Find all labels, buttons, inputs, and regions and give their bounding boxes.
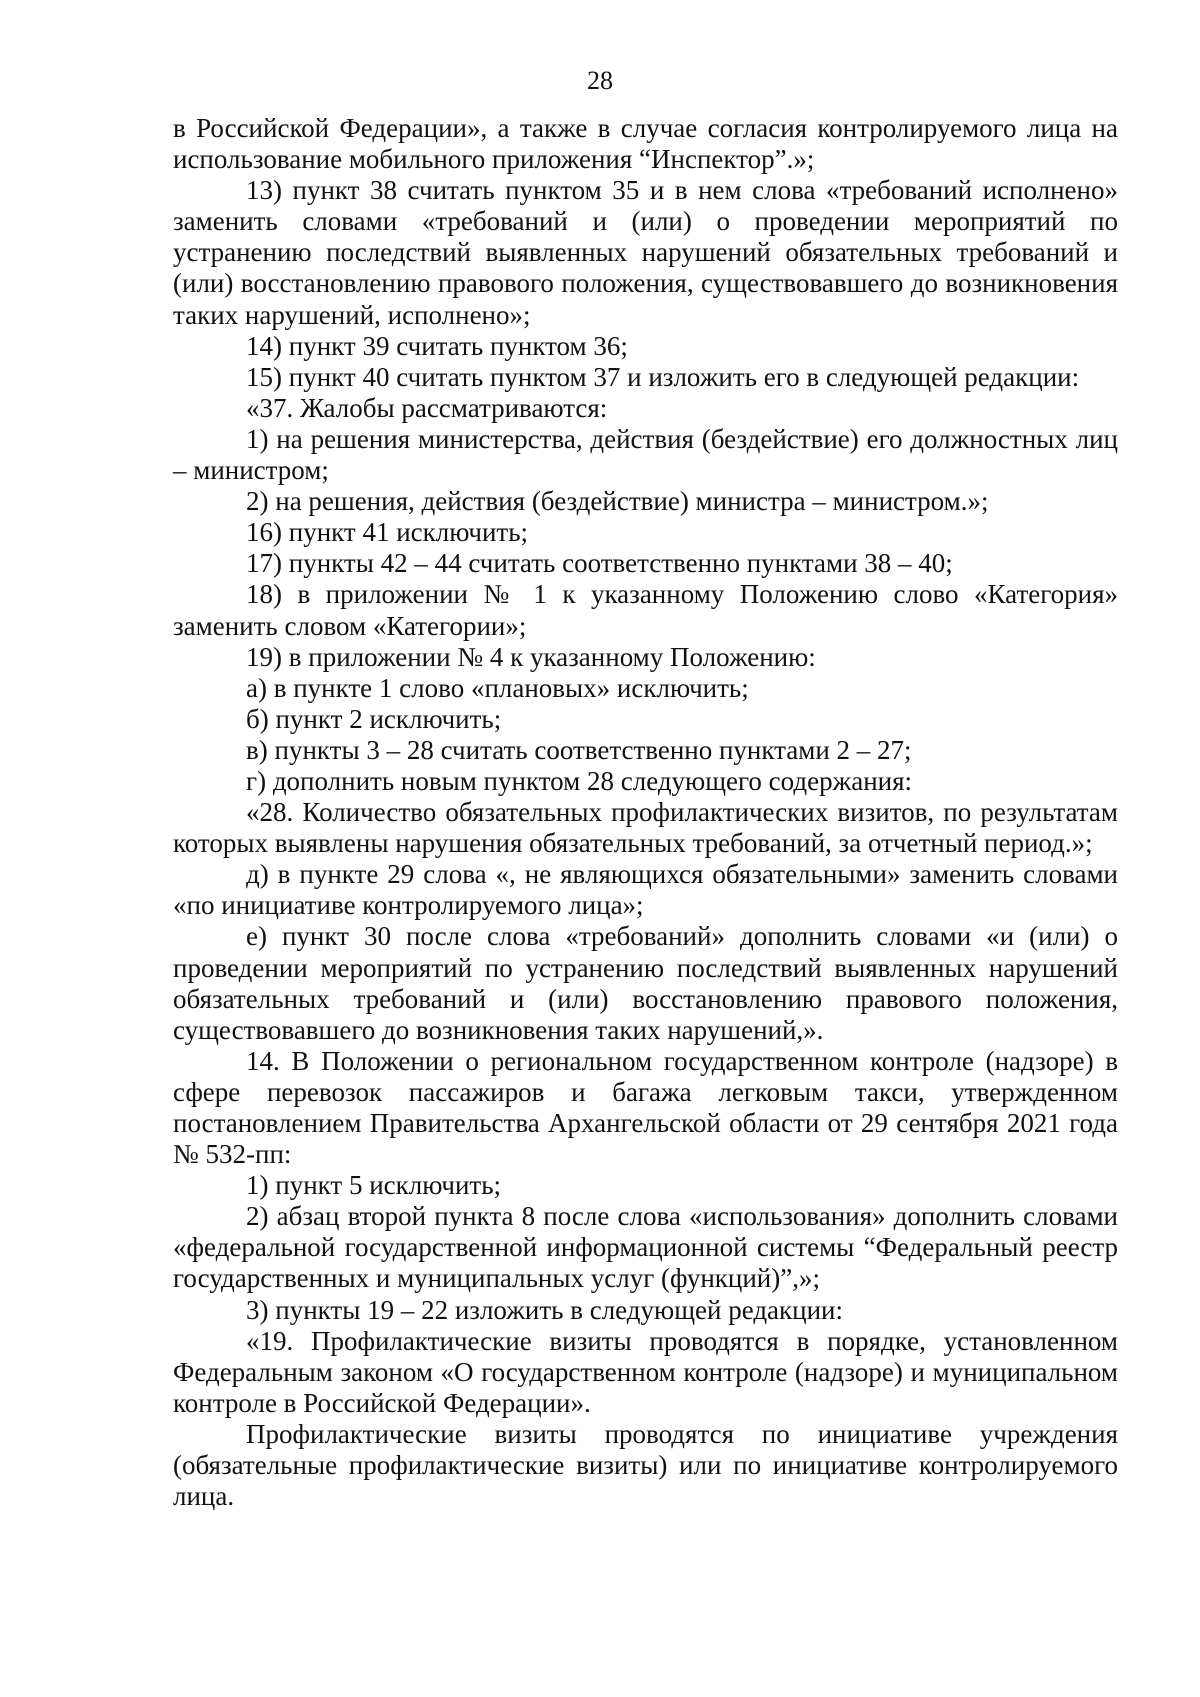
paragraph-subitem-1: 1) на решения министерства, действия (бездействие) его должностных лиц – министром; [173,423,1118,486]
paragraph-quote-19: «19. Профилактические визиты проводятся в порядке, установленном Федеральным законом «О государственном контроле (надзоре) и муниципальном контроле в Российской Федерации». [173,1325,1118,1418]
paragraph-s14-item-1: 1) пункт 5 исключить; [246,1170,502,1201]
paragraph-subitem-v: в) пункты 3 – 28 считать соответственно пунктами 2 – 27; [246,734,912,765]
paragraph-s14-item-3: 3) пункты 19 – 22 изложить в следующей редакции: [246,1294,844,1325]
paragraph-item-13: 13) пункт 38 считать пунктом 35 и в нем слова «требований исполнено» заменить словами «требований и (или) о проведении мероприятий по устранению последствий выявленных нарушений обязательных требований и (или) восстановлению правового положения, существовавшего до возникновения таких нарушений, исполнено»; [173,175,1118,330]
paragraph-item-16: 16) пункт 41 исключить; [246,517,529,548]
paragraph-item-15: 15) пункт 40 считать пунктом 37 и изложить его в следующей редакции: [246,361,1080,392]
paragraph-visits: Профилактические визиты проводятся по инициативе учреждения (обязательные профилактические визиты) или по инициативе контролируемого лица. [173,1418,1118,1512]
paragraph-continuation: в Российской Федерации», а также в случае согласия контролируемого лица на использование мобильного приложения “Инспектор”.»; [173,113,1118,175]
paragraph-subitem-2: 2) на решения, действия (бездействие) министра – министром.»; [246,486,989,517]
paragraph-section-14: 14. В Положении о региональном государственном контроле (надзоре) в сфере перевозок пассажиров и багажа легковым такси, утвержденном постановлением Правительства Архангельской области от 29 сентября 2021 года № 532-пп: [173,1045,1118,1170]
document-body [173,113,1118,1512]
paragraph-item-18: 18) в приложении № 1 к указанному Положению слово «Категория» заменить словом «Категории»; [173,579,1118,641]
paragraph-s14-item-2: 2) абзац второй пункта 8 после слова «использования» дополнить словами «федеральной государственной информационной системы “Федеральный реестр государственных и муниципальных услуг (функций)”,»; [173,1201,1118,1294]
paragraph-subitem-g: г) дополнить новым пунктом 28 следующего содержания: [246,765,913,796]
paragraph-subitem-a: а) в пункте 1 слово «плановых» исключить; [246,672,749,703]
paragraph-subitem-b: б) пункт 2 исключить; [246,703,502,734]
paragraph-quote-28: «28. Количество обязательных профилактических визитов, по результатам которых выявлены нарушения обязательных требований, за отчетный период.»; [173,797,1118,859]
paragraph-item-19: 19) в приложении № 4 к указанному Положению: [246,641,816,672]
paragraph-quote-37: «37. Жалобы рассматриваются: [246,392,608,423]
paragraph-subitem-e: е) пункт 30 после слова «требований» дополнить словами «и (или) о проведении мероприятий по устранению последствий выявленных нарушений обязательных требований и (или) восстановлению правового положения, существовавшего до возникновения таких нарушений,». [173,921,1118,1045]
paragraph-subitem-d: д) в пункте 29 слова «, не являющихся обязательными» заменить словами «по инициативе контролируемого лица»; [173,859,1118,921]
paragraph-item-17: 17) пункты 42 – 44 считать соответственно пунктами 38 – 40; [246,548,953,579]
page-number: 28 [587,66,613,95]
paragraph-item-14: 14) пункт 39 считать пунктом 36; [246,330,628,361]
